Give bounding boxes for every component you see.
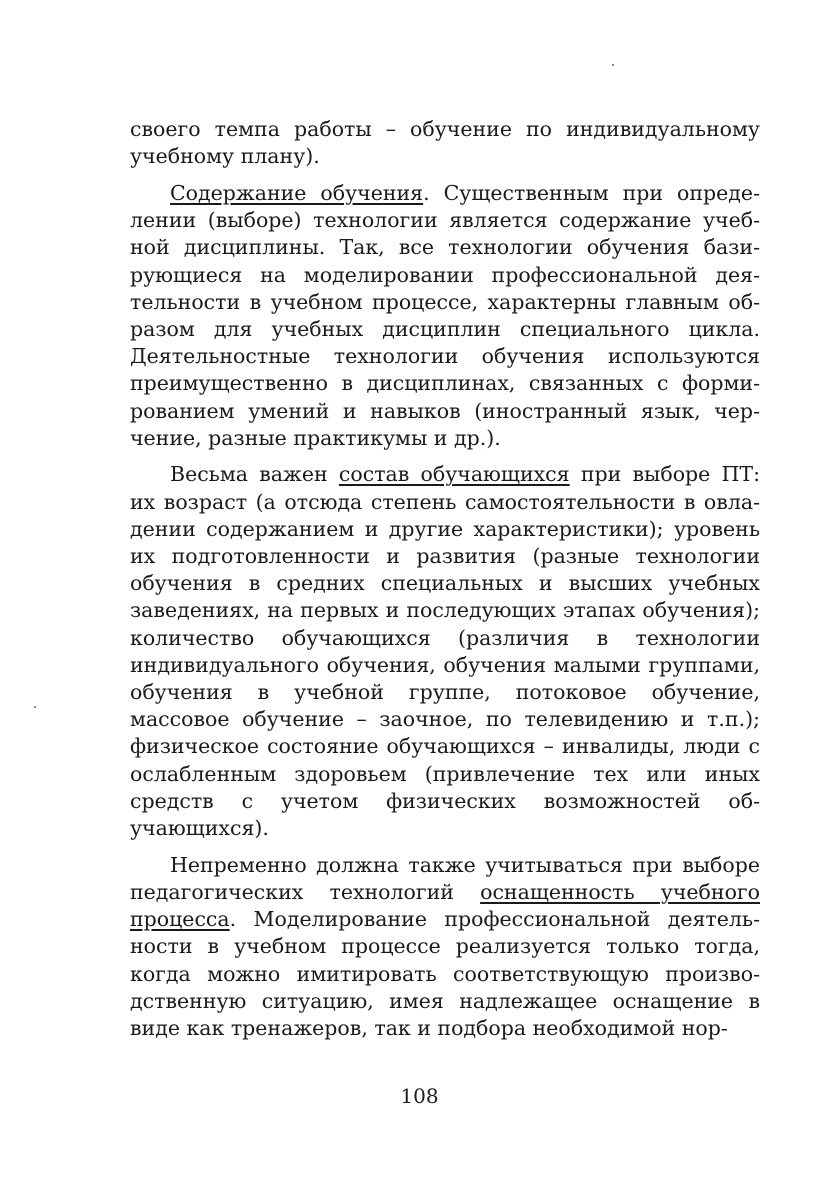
text-segment: Весьма важен: [170, 462, 339, 487]
scan-speck: [612, 64, 614, 66]
text-segment: при выборе ПТ: их возраст (а отсюда степень самостоятельности в овладении содержанием и другие характеристики); уровень их подготовленности и развития (разные технологии обучения в средних специальных и высших учебных заведениях, на первых и последующих этапах обучения); количество обучающихся (различия в технологии индивидуального обучения, обучения малыми группами, обучения в учебной группе, потоковое обучение, массовое обучение – заочное, по телевидению и т.п.); физическое состояние обучающихся – инвалиды, люди с ослабленным здоровьем (привлечение тех или иных средств с учетом физических возможностей обучающихся).: [130, 462, 760, 841]
text-segment: . Существенным при определении (выборе) технологии является содержание учебной дисциплины. Так, все технологии обучения базирующиеся на моделировании профессиональной деятельности в учебном процессе, характерны главным образом для учебных дисциплин специального цикла. Деятельностные технологии обучения используются преимущественно в дисциплинах, связанных с формированием умений и навыков (иностранный язык, черчение, разные практикумы и др.).: [130, 180, 760, 450]
paragraph: [130, 852, 760, 1042]
paragraph: [130, 116, 760, 170]
paragraph: [130, 180, 760, 452]
text-segment: Непременно должна также учитываться при выборе педагогических технологий: [130, 852, 760, 904]
text-segment: . Моделирование профессиональной деятельности в учебном процессе реализуется только тогда, когда можно имитировать соответствующую производственную ситуацию, имея надлежащее оснащение в виде как тренажеров, так и подбора необходимой нор-: [130, 907, 760, 1040]
underlined-term: Содержание обучения: [170, 180, 424, 205]
text-segment: своего темпа работы – обучение по индивидуальному учебному плану).: [130, 117, 760, 169]
scan-speck: [34, 706, 36, 708]
page-number: 108: [400, 1084, 439, 1108]
body-text: [130, 116, 760, 1052]
paragraph: [130, 461, 760, 842]
underlined-term: состав обучающихся: [338, 462, 570, 487]
underlined-term: оснащенность учебного процесса: [130, 879, 760, 932]
